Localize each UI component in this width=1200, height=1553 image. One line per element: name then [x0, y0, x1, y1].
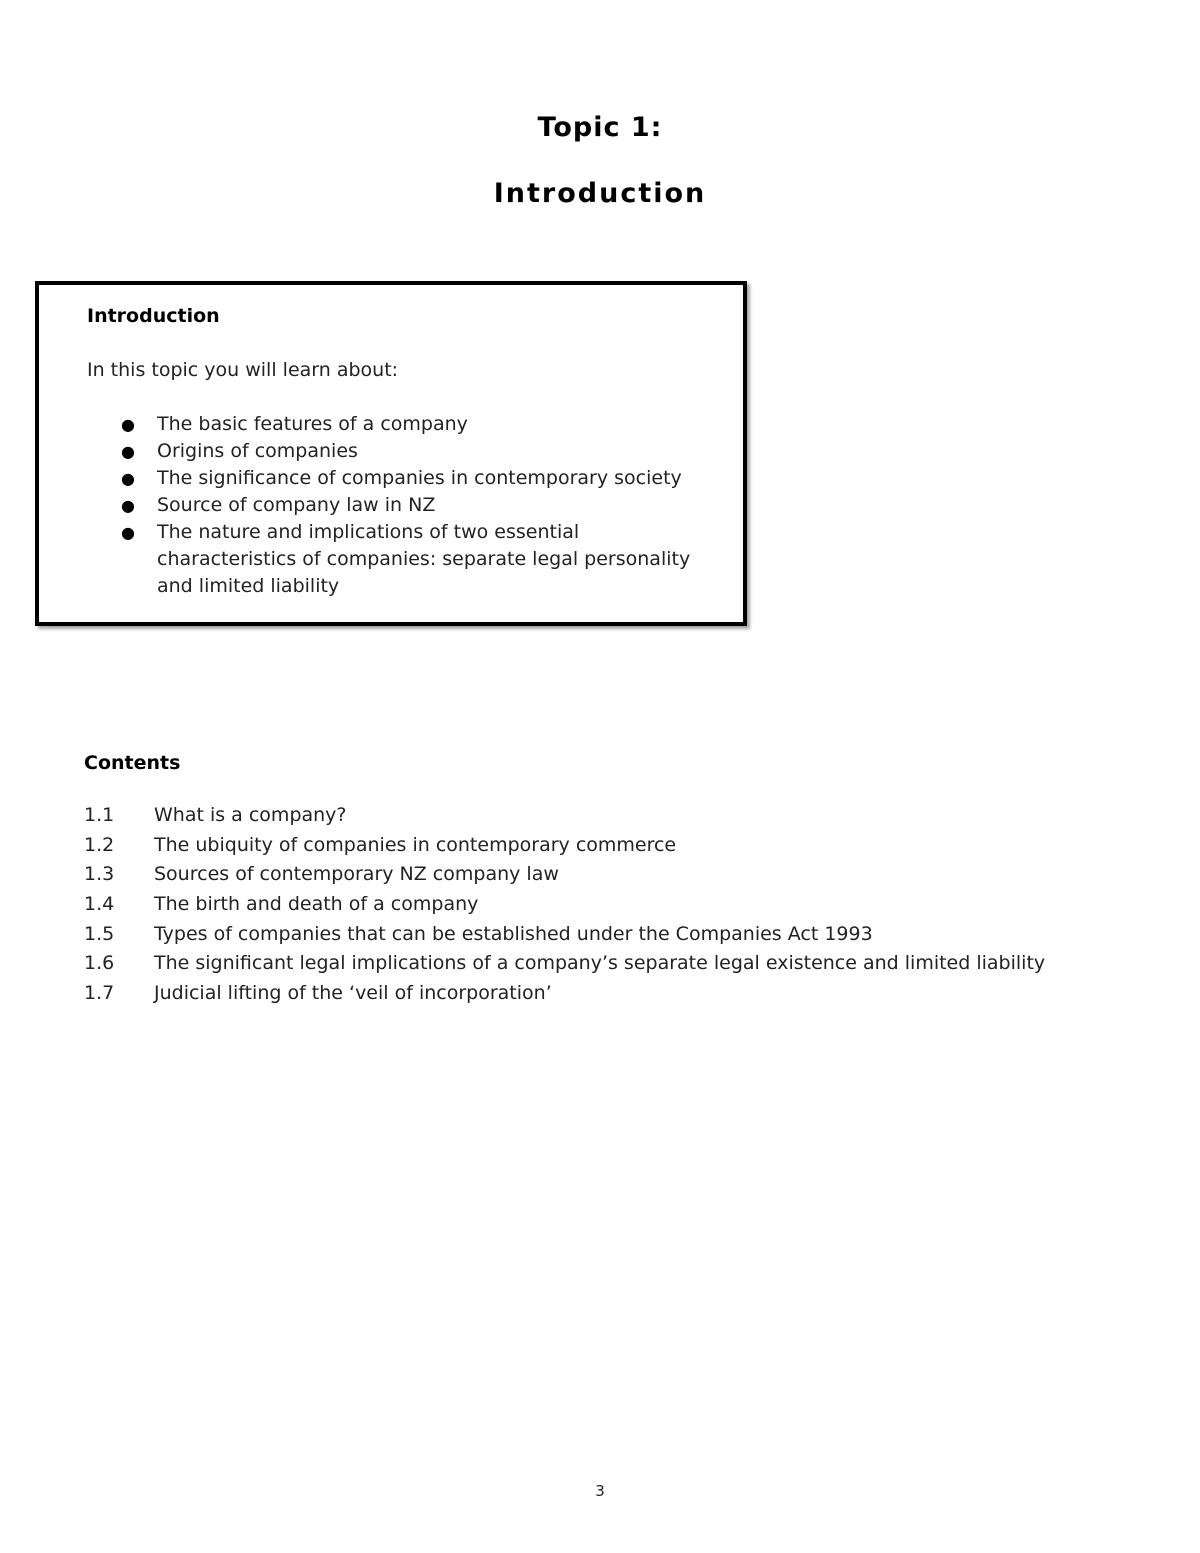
bullet-icon: ● [121, 469, 135, 488]
contents-item-number: 1.4 [84, 893, 115, 916]
contents-item-text: What is a company? [154, 804, 347, 826]
bullet-icon: ● [121, 523, 135, 542]
page-number: 3 [595, 1482, 605, 1500]
contents-item [84, 950, 1144, 980]
bullet-icon: ● [121, 442, 135, 461]
contents-item-number: 1.5 [84, 922, 115, 945]
bullet-icon: ● [121, 415, 135, 434]
contents-item-number: 1.1 [84, 804, 115, 826]
learning-objectives-list [87, 411, 707, 600]
topic-number-heading: Topic 1: [537, 112, 663, 143]
contents-item-text: The birth and death of a company [154, 893, 479, 916]
contents-item [84, 861, 1144, 891]
contents-list [84, 802, 1144, 1010]
learning-objective-text: The basic features of a company [157, 413, 468, 435]
learning-objective-item [87, 519, 707, 600]
introduction-box [35, 281, 747, 626]
contents-item-number: 1.7 [84, 982, 115, 1005]
learning-objective-text: Source of company law in NZ [157, 494, 436, 516]
contents-item [84, 832, 1144, 862]
contents-item-text: Sources of contemporary NZ company law [154, 863, 559, 886]
contents-item-text: Judicial lifting of the ‘veil of incorporation’ [154, 982, 552, 1005]
contents-item-text: The ubiquity of companies in contemporary commerce [154, 833, 677, 856]
contents-item-text: The significant legal implications of a company’s separate legal existence and limited liability [154, 952, 1046, 975]
learning-objective-text: The significance of companies in contemporary society [157, 467, 682, 489]
learning-objective-item [87, 492, 707, 519]
learning-objective-item [87, 438, 707, 465]
learning-objective-item [87, 465, 707, 492]
contents-item-number: 1.3 [84, 863, 115, 886]
topic-title-heading: Introduction [493, 178, 707, 209]
learning-objective-item [87, 411, 707, 438]
introduction-box-heading: Introduction [87, 305, 220, 327]
contents-item-number: 1.2 [84, 833, 115, 856]
contents-item [84, 921, 1144, 951]
contents-item-number: 1.6 [84, 952, 115, 975]
contents-item [84, 891, 1144, 921]
contents-heading: Contents [84, 752, 181, 774]
contents-item [84, 980, 1144, 1010]
learning-objective-text: Origins of companies [157, 440, 358, 462]
contents-item-text: Types of companies that can be established under the Companies Act 1993 [154, 922, 873, 945]
bullet-icon: ● [121, 496, 135, 515]
contents-item [84, 802, 1144, 832]
learning-objective-text: The nature and implications of two essential characteristics of companies: separate legal personality and limited liability [157, 521, 691, 597]
introduction-box-lead: In this topic you will learn about: [87, 359, 399, 381]
